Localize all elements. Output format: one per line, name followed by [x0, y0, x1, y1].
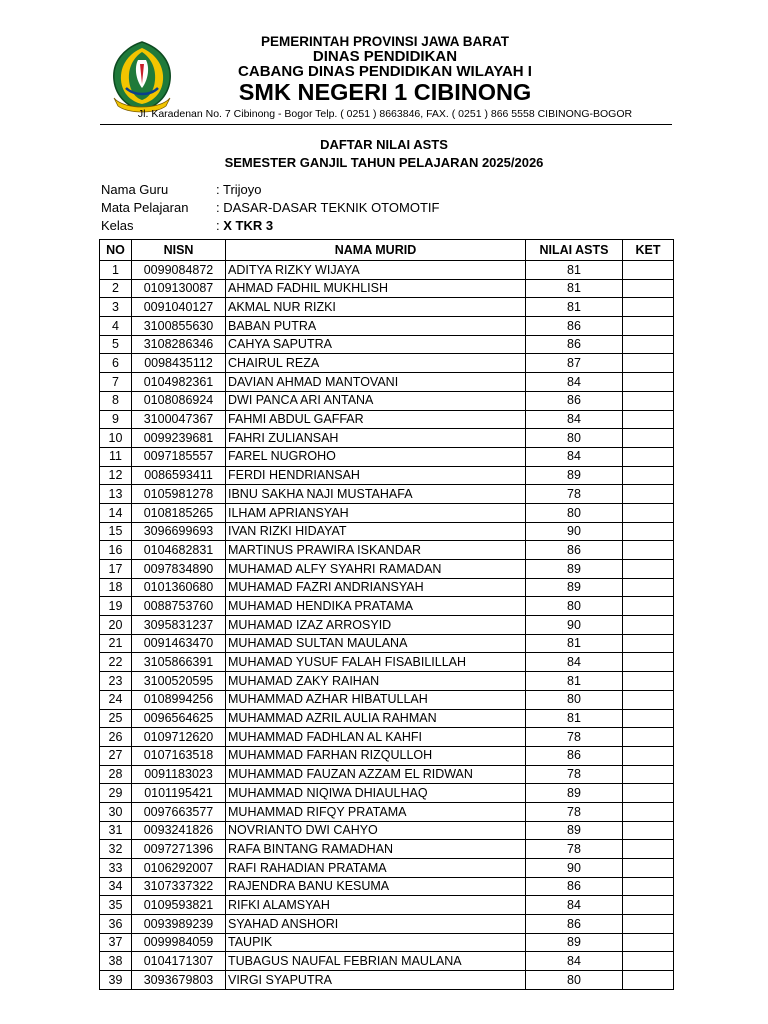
- cell-student-name: RAJENDRA BANU KESUMA: [226, 877, 526, 896]
- cell-nisn: 3100855630: [132, 317, 226, 336]
- table-row: [100, 728, 674, 747]
- col-header-name: NAMA MURID: [226, 240, 526, 261]
- cell-student-name: RAFI RAHADIAN PRATAMA: [226, 859, 526, 878]
- table-row: [100, 447, 674, 466]
- table-row: [100, 971, 674, 990]
- cell-no: 15: [100, 522, 132, 541]
- cell-score: 81: [526, 672, 623, 691]
- cell-score: 80: [526, 503, 623, 522]
- header-department: DINAS PENDIDIKAN: [312, 48, 458, 65]
- cell-no: 38: [100, 952, 132, 971]
- cell-nisn: 0101195421: [132, 784, 226, 803]
- cell-nisn: 3108286346: [132, 335, 226, 354]
- table-row: [100, 746, 674, 765]
- cell-no: 11: [100, 447, 132, 466]
- cell-score: 89: [526, 821, 623, 840]
- cell-nisn: 0093989239: [132, 915, 226, 934]
- cell-score: 84: [526, 410, 623, 429]
- table-row: [100, 503, 674, 522]
- table-row: [100, 915, 674, 934]
- cell-nisn: 0107163518: [132, 746, 226, 765]
- cell-ket: [623, 933, 674, 952]
- cell-score: 86: [526, 746, 623, 765]
- cell-nisn: 0097663577: [132, 802, 226, 821]
- cell-nisn: 3093679803: [132, 971, 226, 990]
- cell-no: 5: [100, 335, 132, 354]
- cell-nisn: 0109712620: [132, 728, 226, 747]
- cell-nisn: 0093241826: [132, 821, 226, 840]
- cell-score: 80: [526, 597, 623, 616]
- cell-ket: [623, 690, 674, 709]
- cell-nisn: 0097271396: [132, 840, 226, 859]
- cell-student-name: CHAIRUL REZA: [226, 354, 526, 373]
- cell-student-name: MARTINUS PRAWIRA ISKANDAR: [226, 541, 526, 560]
- cell-student-name: AKMAL NUR RIZKI: [226, 298, 526, 317]
- table-row: [100, 840, 674, 859]
- header-divider: [100, 124, 672, 125]
- cell-student-name: TUBAGUS NAUFAL FEBRIAN MAULANA: [226, 952, 526, 971]
- cell-no: 16: [100, 541, 132, 560]
- cell-score: 80: [526, 971, 623, 990]
- cell-student-name: MUHAMMAD NIQIWA DHIAULHAQ: [226, 784, 526, 803]
- cell-student-name: RAFA BINTANG RAMADHAN: [226, 840, 526, 859]
- table-row: [100, 690, 674, 709]
- cell-score: 90: [526, 522, 623, 541]
- school-address: Jl. Karadenan No. 7 Cibinong - Bogor Telp. ( 0251 ) 8663846, FAX. ( 0251 ) 866 5558 CIBINONG-BOGOR: [137, 108, 633, 120]
- table-row: [100, 802, 674, 821]
- cell-ket: [623, 447, 674, 466]
- cell-no: 25: [100, 709, 132, 728]
- cell-no: 13: [100, 485, 132, 504]
- col-header-no: NO: [100, 240, 132, 261]
- cell-score: 90: [526, 616, 623, 635]
- cell-nisn: 0097834890: [132, 560, 226, 579]
- cell-score: 84: [526, 952, 623, 971]
- cell-ket: [623, 354, 674, 373]
- cell-no: 39: [100, 971, 132, 990]
- subject-label: Mata Pelajaran: [101, 200, 189, 215]
- cell-ket: [623, 784, 674, 803]
- cell-no: 28: [100, 765, 132, 784]
- table-row: [100, 859, 674, 878]
- cell-student-name: ILHAM APRIANSYAH: [226, 503, 526, 522]
- cell-student-name: FAREL NUGROHO: [226, 447, 526, 466]
- cell-no: 14: [100, 503, 132, 522]
- cell-student-name: MUHAMAD FAZRI ANDRIANSYAH: [226, 578, 526, 597]
- cell-score: 86: [526, 541, 623, 560]
- cell-ket: [623, 634, 674, 653]
- cell-score: 81: [526, 261, 623, 280]
- cell-ket: [623, 279, 674, 298]
- table-row: [100, 765, 674, 784]
- cell-nisn: 0091463470: [132, 634, 226, 653]
- cell-no: 17: [100, 560, 132, 579]
- cell-ket: [623, 952, 674, 971]
- cell-nisn: 0108185265: [132, 503, 226, 522]
- class-value: X TKR 3: [223, 218, 274, 233]
- cell-ket: [623, 672, 674, 691]
- cell-ket: [623, 971, 674, 990]
- cell-no: 12: [100, 466, 132, 485]
- cell-score: 78: [526, 840, 623, 859]
- table-row: [100, 784, 674, 803]
- table-row: [100, 597, 674, 616]
- cell-ket: [623, 335, 674, 354]
- subject-value: : DASAR-DASAR TEKNIK OTOMOTIF: [216, 200, 440, 215]
- cell-no: 4: [100, 317, 132, 336]
- cell-ket: [623, 709, 674, 728]
- cell-score: 89: [526, 933, 623, 952]
- cell-nisn: 0109593821: [132, 896, 226, 915]
- cell-score: 78: [526, 802, 623, 821]
- table-row: [100, 317, 674, 336]
- grades-table: [99, 239, 674, 990]
- cell-score: 90: [526, 859, 623, 878]
- class-colon: :: [216, 218, 224, 233]
- cell-ket: [623, 391, 674, 410]
- cell-ket: [623, 410, 674, 429]
- cell-student-name: IVAN RIZKI HIDAYAT: [226, 522, 526, 541]
- cell-score: 86: [526, 877, 623, 896]
- cell-score: 84: [526, 373, 623, 392]
- cell-score: 86: [526, 391, 623, 410]
- cell-ket: [623, 653, 674, 672]
- cell-ket: [623, 261, 674, 280]
- cell-ket: [623, 466, 674, 485]
- table-row: [100, 952, 674, 971]
- cell-ket: [623, 746, 674, 765]
- cell-no: 2: [100, 279, 132, 298]
- cell-student-name: FAHRI ZULIANSAH: [226, 429, 526, 448]
- table-row: [100, 541, 674, 560]
- cell-ket: [623, 541, 674, 560]
- table-row: [100, 653, 674, 672]
- cell-student-name: MUHAMMAD FAUZAN AZZAM EL RIDWAN: [226, 765, 526, 784]
- school-name: SMK NEGERI 1 CIBINONG: [238, 79, 532, 105]
- cell-student-name: BABAN PUTRA: [226, 317, 526, 336]
- cell-ket: [623, 859, 674, 878]
- cell-no: 20: [100, 616, 132, 635]
- cell-no: 27: [100, 746, 132, 765]
- table-row: [100, 429, 674, 448]
- cell-nisn: 0099084872: [132, 261, 226, 280]
- cell-score: 81: [526, 634, 623, 653]
- table-row: [100, 578, 674, 597]
- table-row: [100, 896, 674, 915]
- cell-no: 32: [100, 840, 132, 859]
- header-branch: CABANG DINAS PENDIDIKAN WILAYAH I: [238, 63, 532, 80]
- cell-nisn: 3100520595: [132, 672, 226, 691]
- table-row: [100, 335, 674, 354]
- document-title: DAFTAR NILAI ASTS: [320, 137, 448, 152]
- cell-no: 24: [100, 690, 132, 709]
- table-row: [100, 933, 674, 952]
- cell-nisn: 0096564625: [132, 709, 226, 728]
- table-row: [100, 821, 674, 840]
- cell-ket: [623, 877, 674, 896]
- cell-score: 84: [526, 653, 623, 672]
- cell-no: 7: [100, 373, 132, 392]
- table-row: [100, 466, 674, 485]
- cell-student-name: MUHAMMAD AZHAR HIBATULLAH: [226, 690, 526, 709]
- cell-nisn: 0099984059: [132, 933, 226, 952]
- cell-student-name: MUHAMAD SULTAN MAULANA: [226, 634, 526, 653]
- cell-ket: [623, 522, 674, 541]
- cell-no: 34: [100, 877, 132, 896]
- cell-student-name: ADITYA RIZKY WIJAYA: [226, 261, 526, 280]
- col-header-score: NILAI ASTS: [526, 240, 623, 261]
- col-header-nisn: NISN: [132, 240, 226, 261]
- cell-student-name: MUHAMAD YUSUF FALAH FISABILILLAH: [226, 653, 526, 672]
- cell-student-name: MUHAMAD HENDIKA PRATAMA: [226, 597, 526, 616]
- cell-no: 6: [100, 354, 132, 373]
- cell-no: 23: [100, 672, 132, 691]
- cell-nisn: 3095831237: [132, 616, 226, 635]
- cell-ket: [623, 802, 674, 821]
- cell-nisn: 3107337322: [132, 877, 226, 896]
- cell-ket: [623, 840, 674, 859]
- cell-nisn: 3096699693: [132, 522, 226, 541]
- cell-no: 22: [100, 653, 132, 672]
- cell-nisn: 3105866391: [132, 653, 226, 672]
- cell-student-name: SYAHAD ANSHORI: [226, 915, 526, 934]
- table-row: [100, 709, 674, 728]
- cell-score: 86: [526, 317, 623, 336]
- document-subtitle: SEMESTER GANJIL TAHUN PELAJARAN 2025/2026: [224, 155, 544, 170]
- cell-no: 21: [100, 634, 132, 653]
- teacher-label: Nama Guru: [101, 182, 169, 197]
- cell-student-name: FAHMI ABDUL GAFFAR: [226, 410, 526, 429]
- cell-ket: [623, 503, 674, 522]
- cell-score: 81: [526, 298, 623, 317]
- cell-score: 89: [526, 784, 623, 803]
- cell-nisn: 0088753760: [132, 597, 226, 616]
- cell-nisn: 0108994256: [132, 690, 226, 709]
- cell-score: 80: [526, 429, 623, 448]
- cell-ket: [623, 728, 674, 747]
- cell-score: 78: [526, 728, 623, 747]
- cell-nisn: 0086593411: [132, 466, 226, 485]
- cell-score: 89: [526, 466, 623, 485]
- cell-ket: [623, 597, 674, 616]
- table-row: [100, 634, 674, 653]
- table-row: [100, 877, 674, 896]
- cell-score: 84: [526, 447, 623, 466]
- table-row: [100, 616, 674, 635]
- table-row: [100, 298, 674, 317]
- cell-nisn: 0109130087: [132, 279, 226, 298]
- table-row: [100, 485, 674, 504]
- cell-nisn: 0091040127: [132, 298, 226, 317]
- cell-student-name: RIFKI ALAMSYAH: [226, 896, 526, 915]
- cell-no: 37: [100, 933, 132, 952]
- cell-student-name: MUHAMAD ZAKY RAIHAN: [226, 672, 526, 691]
- table-row: [100, 279, 674, 298]
- cell-score: 78: [526, 765, 623, 784]
- cell-nisn: 0101360680: [132, 578, 226, 597]
- cell-no: 35: [100, 896, 132, 915]
- cell-ket: [623, 298, 674, 317]
- cell-student-name: CAHYA SAPUTRA: [226, 335, 526, 354]
- cell-ket: [623, 560, 674, 579]
- cell-nisn: 0098435112: [132, 354, 226, 373]
- cell-nisn: 0104682831: [132, 541, 226, 560]
- cell-no: 31: [100, 821, 132, 840]
- cell-nisn: 0097185557: [132, 447, 226, 466]
- cell-ket: [623, 578, 674, 597]
- cell-student-name: FERDI HENDRIANSAH: [226, 466, 526, 485]
- cell-student-name: MUHAMMAD FARHAN RIZQULLOH: [226, 746, 526, 765]
- cell-nisn: 0091183023: [132, 765, 226, 784]
- cell-nisn: 0104171307: [132, 952, 226, 971]
- cell-ket: [623, 821, 674, 840]
- cell-score: 81: [526, 279, 623, 298]
- cell-score: 86: [526, 915, 623, 934]
- cell-nisn: 0104982361: [132, 373, 226, 392]
- table-row: [100, 261, 674, 280]
- info-teacher: [101, 182, 262, 197]
- cell-score: 81: [526, 709, 623, 728]
- table-row: [100, 373, 674, 392]
- cell-no: 9: [100, 410, 132, 429]
- cell-student-name: MUHAMMAD AZRIL AULIA RAHMAN: [226, 709, 526, 728]
- cell-score: 87: [526, 354, 623, 373]
- cell-ket: [623, 915, 674, 934]
- table-row: [100, 410, 674, 429]
- cell-student-name: DWI PANCA ARI ANTANA: [226, 391, 526, 410]
- table-header-row: [100, 240, 674, 261]
- info-subject: [101, 200, 439, 215]
- cell-student-name: MUHAMAD ALFY SYAHRI RAMADAN: [226, 560, 526, 579]
- class-label: Kelas: [101, 218, 134, 233]
- table-row: [100, 522, 674, 541]
- cell-student-name: MUHAMMAD FADHLAN AL KAHFI: [226, 728, 526, 747]
- cell-student-name: TAUPIK: [226, 933, 526, 952]
- cell-ket: [623, 765, 674, 784]
- cell-ket: [623, 373, 674, 392]
- cell-student-name: DAVIAN AHMAD MANTOVANI: [226, 373, 526, 392]
- cell-ket: [623, 616, 674, 635]
- cell-ket: [623, 485, 674, 504]
- cell-student-name: IBNU SAKHA NAJI MUSTAHAFA: [226, 485, 526, 504]
- cell-nisn: 0108086924: [132, 391, 226, 410]
- cell-nisn: 0105981278: [132, 485, 226, 504]
- cell-no: 18: [100, 578, 132, 597]
- cell-no: 36: [100, 915, 132, 934]
- cell-student-name: NOVRIANTO DWI CAHYO: [226, 821, 526, 840]
- cell-score: 89: [526, 560, 623, 579]
- cell-no: 19: [100, 597, 132, 616]
- cell-score: 86: [526, 335, 623, 354]
- cell-score: 80: [526, 690, 623, 709]
- cell-student-name: MUHAMMAD RIFQY PRATAMA: [226, 802, 526, 821]
- col-header-ket: KET: [623, 240, 674, 261]
- cell-no: 1: [100, 261, 132, 280]
- info-class: [101, 218, 273, 233]
- cell-student-name: AHMAD FADHIL MUKHLISH: [226, 279, 526, 298]
- cell-no: 10: [100, 429, 132, 448]
- cell-no: 8: [100, 391, 132, 410]
- cell-score: 78: [526, 485, 623, 504]
- teacher-value: : Trijoyo: [216, 182, 262, 197]
- cell-student-name: VIRGI SYAPUTRA: [226, 971, 526, 990]
- table-row: [100, 672, 674, 691]
- cell-no: 30: [100, 802, 132, 821]
- cell-score: 84: [526, 896, 623, 915]
- cell-student-name: MUHAMAD IZAZ ARROSYID: [226, 616, 526, 635]
- cell-nisn: 0099239681: [132, 429, 226, 448]
- cell-ket: [623, 317, 674, 336]
- cell-ket: [623, 896, 674, 915]
- cell-nisn: 0106292007: [132, 859, 226, 878]
- cell-ket: [623, 429, 674, 448]
- cell-no: 33: [100, 859, 132, 878]
- table-row: [100, 354, 674, 373]
- cell-no: 26: [100, 728, 132, 747]
- cell-score: 89: [526, 578, 623, 597]
- table-row: [100, 560, 674, 579]
- cell-nisn: 3100047367: [132, 410, 226, 429]
- cell-no: 3: [100, 298, 132, 317]
- header-government: PEMERINTAH PROVINSI JAWA BARAT: [260, 34, 510, 49]
- table-row: [100, 391, 674, 410]
- cell-no: 29: [100, 784, 132, 803]
